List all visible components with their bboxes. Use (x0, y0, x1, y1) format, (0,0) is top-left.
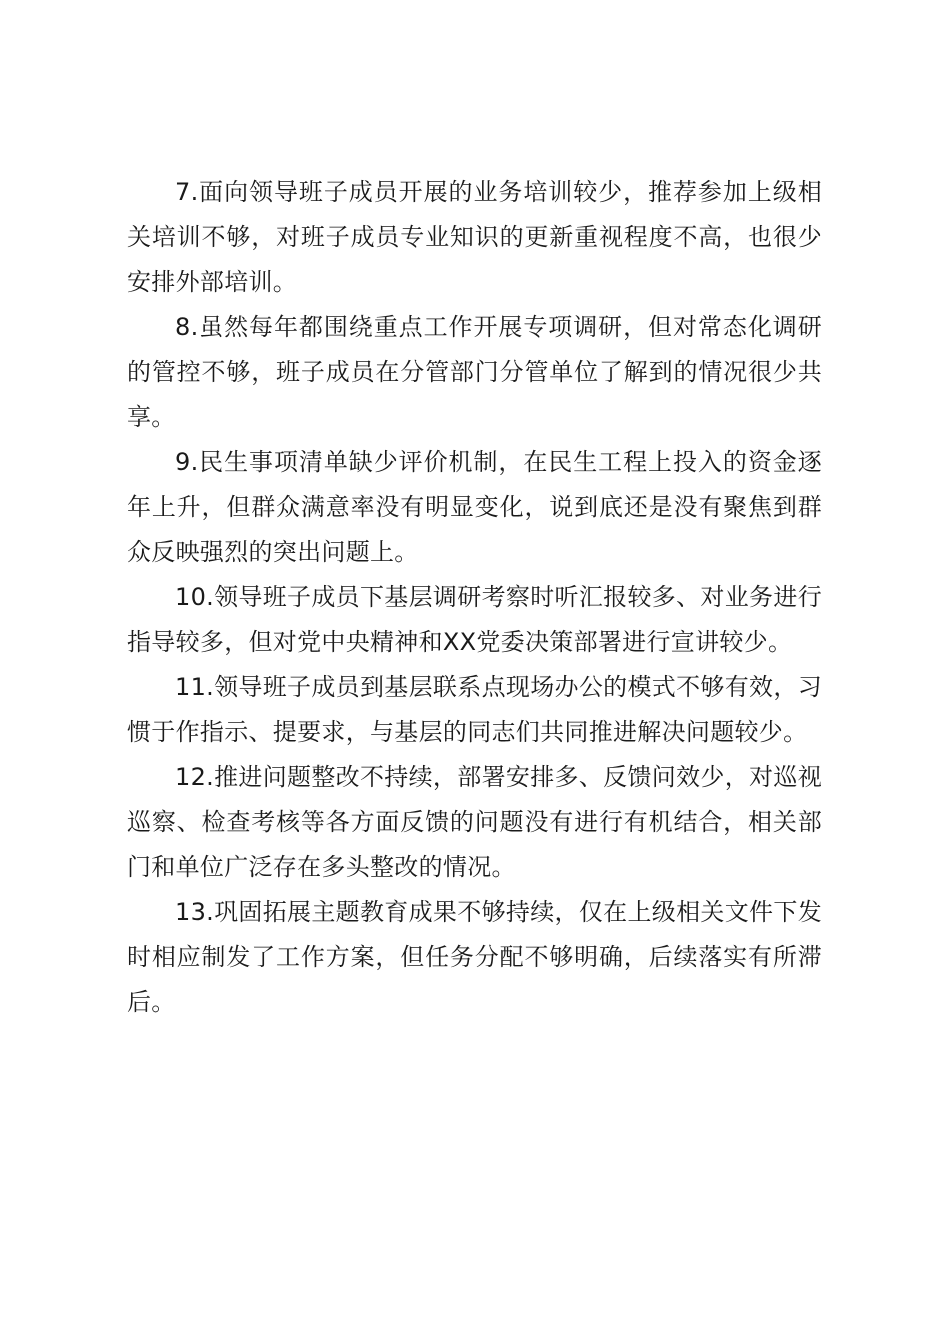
paragraph-item-9: 9.民生事项清单缺少评价机制，在民生工程上投入的资金逐年上升，但群众满意率没有明显变化，说到底还是没有聚焦到群众反映强烈的突出问题上。 (127, 448, 822, 566)
paragraph-item-10: 10.领导班子成员下基层调研考察时听汇报较多、对业务进行指导较多，但对党中央精神和XX党委决策部署进行宣讲较少。 (127, 583, 822, 656)
paragraph-item-13: 13.巩固拓展主题教育成果不够持续，仅在上级相关文件下发时相应制发了工作方案，但任务分配不够明确，后续落实有所滞后。 (127, 898, 822, 1016)
document-body (127, 170, 822, 1025)
paragraph-item-7: 7.面向领导班子成员开展的业务培训较少，推荐参加上级相关培训不够，对班子成员专业知识的更新重视程度不高，也很少安排外部培训。 (127, 178, 822, 296)
paragraph-item-12: 12.推进问题整改不持续，部署安排多、反馈问效少，对巡视巡察、检查考核等各方面反馈的问题没有进行有机结合，相关部门和单位广泛存在多头整改的情况。 (127, 763, 822, 881)
paragraph-item-11: 11.领导班子成员到基层联系点现场办公的模式不够有效，习惯于作指示、提要求，与基层的同志们共同推进解决问题较少。 (127, 673, 822, 746)
paragraph-item-8: 8.虽然每年都围绕重点工作开展专项调研，但对常态化调研的管控不够，班子成员在分管部门分管单位了解到的情况很少共享。 (127, 313, 822, 431)
